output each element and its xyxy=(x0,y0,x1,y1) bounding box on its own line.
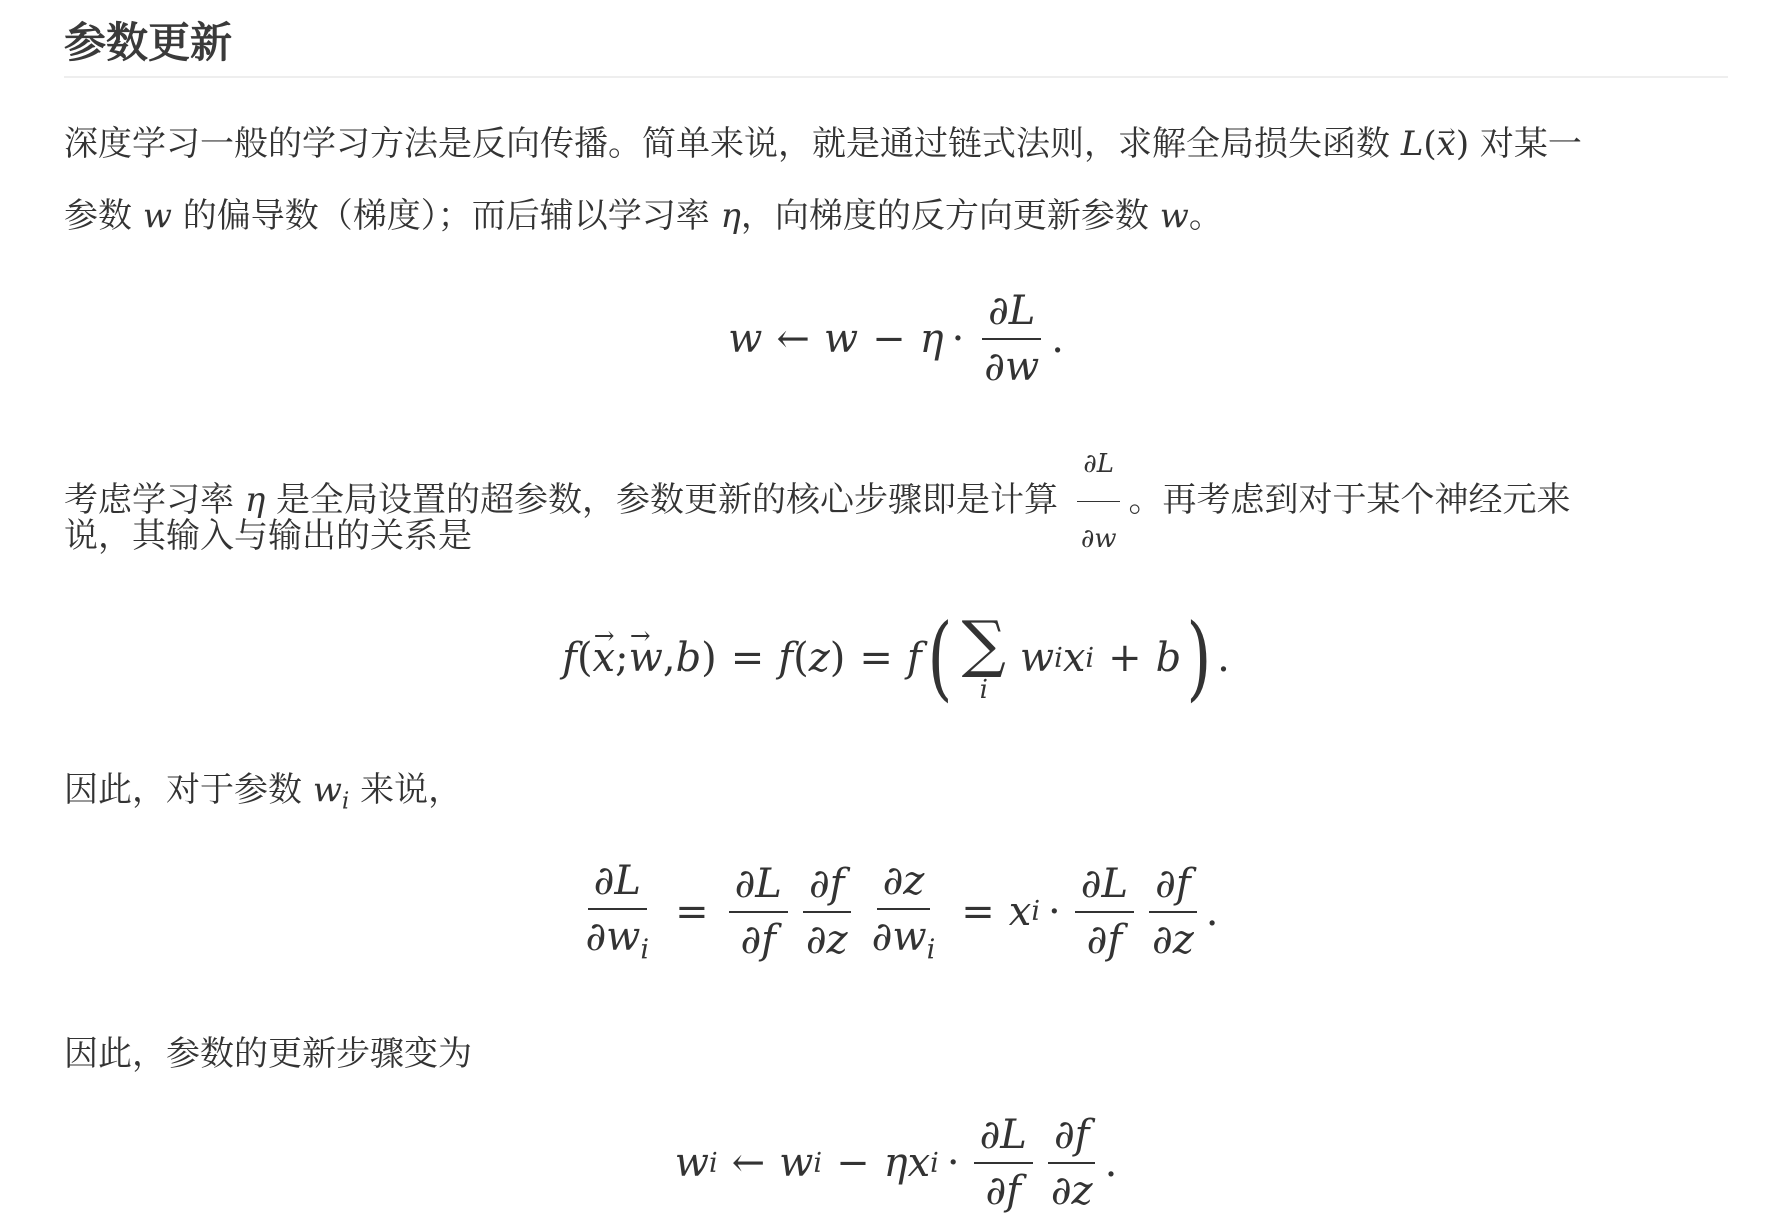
text-run: 考虑学习率 xyxy=(64,480,245,520)
math-big-paren-close: ) xyxy=(1186,604,1212,711)
math-period: . xyxy=(1051,316,1064,362)
math-b: b xyxy=(675,635,702,681)
fraction-df-dz xyxy=(1146,861,1200,963)
paragraph-line: 因此，参数的更新步骤变为 xyxy=(64,1034,472,1074)
math-w: w xyxy=(674,1140,709,1186)
math-subscript-i: i xyxy=(1031,896,1041,928)
math-x: x xyxy=(1062,635,1086,681)
fraction-denominator: ∂w xyxy=(1080,524,1117,554)
math-arrow: ← xyxy=(776,316,810,362)
fraction-numerator: ∂L xyxy=(729,861,788,913)
fraction-dz-dwi xyxy=(866,858,942,966)
fraction-denominator: ∂f xyxy=(985,1168,1021,1214)
math-eta: η xyxy=(244,480,266,520)
fraction-dL-dwi xyxy=(579,858,655,966)
math-w: w xyxy=(728,316,763,362)
math-subscript-i: i xyxy=(640,934,650,966)
fraction-numerator: ∂f xyxy=(1048,1112,1096,1164)
math-paren-open: ( xyxy=(793,635,809,681)
math-period: . xyxy=(1104,1140,1118,1186)
paragraph-line xyxy=(64,108,1728,180)
article xyxy=(64,0,1728,1230)
math-paren-open: ( xyxy=(576,635,593,681)
inline-fraction-dL-dw xyxy=(1075,428,1123,575)
fraction-numerator: ∂L xyxy=(588,858,647,910)
math-paren-close: ) xyxy=(1455,124,1470,164)
text-run: ，向梯度的反方向更新参数 xyxy=(740,196,1160,236)
text-run: 的偏导数（梯度）；而后辅以学习率 xyxy=(171,196,721,236)
text-run: 来说， xyxy=(349,770,463,810)
math-x: x xyxy=(1008,888,1032,935)
paragraph-line: 说，其输入与输出的关系是 xyxy=(64,516,472,556)
fraction-dL-df xyxy=(729,861,788,963)
math-w: w xyxy=(779,1140,814,1186)
math-w: w xyxy=(312,770,342,810)
sigma-symbol: ∑ xyxy=(961,607,1006,680)
fraction-dL-df xyxy=(1075,861,1134,963)
math-minus: − xyxy=(836,1140,870,1186)
math-paren-open: ( xyxy=(1423,124,1437,164)
paragraph-param-wi xyxy=(64,754,1728,826)
math-vector-w: → w xyxy=(629,635,663,681)
fraction-numerator: ∂z xyxy=(877,858,931,910)
fraction-dL-dw xyxy=(978,288,1045,390)
math-equals: = xyxy=(675,888,709,935)
math-summation xyxy=(961,607,1006,705)
math-w: w xyxy=(142,196,172,236)
fraction-numerator: ∂L xyxy=(974,1112,1033,1164)
math-dot: · xyxy=(946,1140,960,1186)
math-paren-close: ) xyxy=(701,635,717,681)
math-equals: = xyxy=(730,635,765,681)
fraction-df-dz xyxy=(1045,1112,1099,1214)
math-subscript-i: i xyxy=(930,1147,939,1179)
text-run: 。 xyxy=(1188,196,1223,236)
math-subscript-i: i xyxy=(813,1147,823,1179)
math-subscript-i: i xyxy=(1054,642,1063,674)
text-run: 。再考虑到对于某个神经元来 xyxy=(1128,480,1571,520)
math-f: f xyxy=(778,635,794,681)
fraction-denominator: ∂z xyxy=(805,916,848,963)
math-subscript-i: i xyxy=(926,934,936,966)
paragraph-line xyxy=(64,754,1728,826)
fraction-denominator: ∂z xyxy=(1050,1168,1093,1214)
math-vector-x: → x xyxy=(593,635,616,681)
denominator-symbol: ∂w xyxy=(585,914,641,960)
math-subscript-i: i xyxy=(1085,642,1095,674)
section-heading: 参数更新 xyxy=(64,12,1728,78)
fraction-denominator: ∂f xyxy=(740,916,776,963)
text-run: 深度学习一般的学习方法是反向传播。简单来说，就是通过链式法则，求解全局损失函数 xyxy=(64,124,1401,164)
math-w: w xyxy=(1159,196,1189,236)
fraction-denominator: ∂z xyxy=(1152,916,1194,963)
math-f: f xyxy=(562,635,577,681)
math-arrow: ← xyxy=(731,1140,766,1186)
equation-update-rule xyxy=(64,288,1728,390)
fraction-denominator: ∂w xyxy=(984,344,1040,390)
math-w: w xyxy=(1019,635,1055,681)
text-run: 是全局设置的超参数，参数更新的核心步骤即是计算 xyxy=(265,480,1069,520)
equation-final-update xyxy=(64,1112,1728,1214)
math-subscript-i: i xyxy=(341,788,350,815)
fraction-numerator: ∂L xyxy=(982,288,1041,340)
math-paren-close: ) xyxy=(829,635,846,681)
fraction-df-dz xyxy=(800,861,854,963)
math-x: x xyxy=(907,1140,931,1186)
math-dot: · xyxy=(951,316,965,362)
paragraph-line xyxy=(64,180,1728,252)
denominator-symbol: ∂w xyxy=(871,914,927,960)
equation-neuron xyxy=(64,604,1728,711)
fraction-denominator: ∂f xyxy=(1086,916,1123,963)
paragraph-core-step xyxy=(64,428,1728,572)
fraction-dL-df xyxy=(974,1112,1033,1214)
fraction-numerator: ∂f xyxy=(803,861,851,913)
math-eta: η xyxy=(720,196,741,236)
math-big-paren-open: ( xyxy=(927,604,953,711)
math-w: w xyxy=(823,316,859,362)
math-eta: η xyxy=(883,1140,908,1186)
math-period: . xyxy=(1217,635,1230,681)
math-period: . xyxy=(1205,888,1219,935)
math-f: f xyxy=(906,635,922,681)
math-equals: = xyxy=(961,888,995,935)
fraction-numerator: ∂L xyxy=(1077,428,1120,502)
math-semicolon: ; xyxy=(615,635,629,681)
fraction-numerator: ∂L xyxy=(1075,861,1134,913)
equation-chain-rule xyxy=(64,858,1728,966)
math-z: z xyxy=(808,635,830,681)
math-b: b xyxy=(1155,635,1182,681)
paragraph-update-becomes xyxy=(64,1018,1728,1090)
math-vector-x: → x xyxy=(1437,108,1456,180)
paragraph-backprop xyxy=(64,108,1728,252)
fraction-numerator: ∂f xyxy=(1149,861,1197,913)
math-minus: − xyxy=(872,316,906,362)
math-equals: = xyxy=(859,635,893,681)
fraction-denominator xyxy=(579,910,655,966)
summation-index: i xyxy=(979,675,988,705)
math-L: L xyxy=(1400,124,1424,164)
text-run: 参数 xyxy=(64,196,143,236)
fraction-denominator xyxy=(866,910,942,966)
text-run: 因此，对于参数 xyxy=(64,770,313,810)
math-subscript-i: i xyxy=(708,1147,718,1179)
text-run: 对某一 xyxy=(1469,124,1582,164)
math-plus: + xyxy=(1108,635,1142,681)
math-dot: · xyxy=(1048,888,1061,935)
math-eta: η xyxy=(919,316,944,362)
math-comma: , xyxy=(662,635,676,681)
